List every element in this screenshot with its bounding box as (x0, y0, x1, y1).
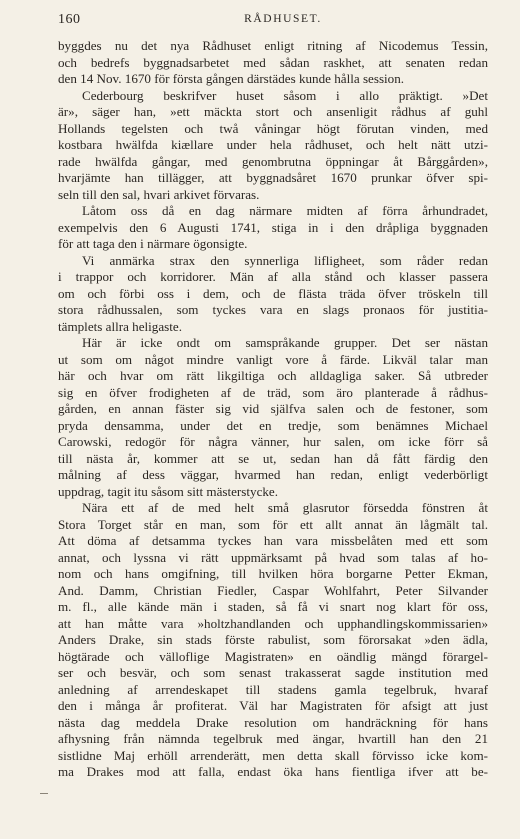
text-line: Stora Torget står en man, som för ett allt annat än lågmält tal. (58, 516, 488, 532)
text-line: målning af dess väggar, hvarmed han redan, enligt vederbörligt (58, 467, 488, 482)
text-line: uppdrag, tagit itu såsom sitt mästerstycke. (58, 483, 279, 499)
text-line: sistlidne Maj erhöll arrenderätt, men detta skall förvisso icke kom- (58, 747, 488, 763)
text-line: och bedrefs byggnadsarbetet med sådan raskhet, att senaten redan (58, 54, 488, 70)
text-line: Nära ett af de med helt små glasrutor försedda fönstren åt (82, 500, 488, 515)
text-line: tämplets allra heligaste. (58, 318, 182, 334)
margin-mark (40, 793, 48, 794)
text-line: pryda densamma, under det en tredje, som benämnes Michael (58, 417, 488, 433)
text-line: i trappor och korridorer. Män af alla stånd och klasser passera (58, 269, 488, 284)
text-line: byggdes nu det nya Rådhuset enligt ritning af Nicodemus Tessin, (58, 38, 488, 53)
text-line: m. fl., alle kände män i staden, så få vi snart nog klart för oss, (58, 599, 488, 614)
text-line: sig en öfver frodigheten af de träd, som äro planterade å rådhus- (58, 384, 488, 400)
running-title: RÅDHUSET. (244, 13, 322, 25)
body-text (58, 38, 488, 781)
text-line: And. Damm, Christian Fiedler, Caspar Wohlfahrt, Peter Silvander (58, 582, 488, 598)
text-line: rade hwälfda gångar, med genombrutna öppningar åt Bårggården», (58, 153, 488, 169)
text-line: kostbara hwälfda kiællare under hela rådhuset, och helt nätt utzi- (58, 137, 488, 152)
text-line: stora rådhussalen, som tyckes vara en slags pronaos för justitia- (58, 302, 488, 317)
text-line: Låtom oss då en dag närmare midten af förra århundradet, (82, 203, 488, 218)
text-line: Cederbourg beskrifver huset såsom i allo präktigt. »Det (82, 87, 488, 103)
text-line: Här är icke ondt om samspråkande grupper. Det ser nästan (82, 335, 488, 350)
text-line: annat, och lyssna vi rätt uppmärksamt på hvad som talas af ho- (58, 549, 488, 565)
text-line: den i många år profiterat. Väl har Magistraten för afsigt att just (58, 698, 488, 713)
page-header (58, 12, 488, 30)
text-line: anledning af arrendeskapet till stadens gamla tegelbruk, hvaraf (58, 681, 488, 697)
text-line: Hollands tegelsten och twå våningar högt förutan vinden, med (58, 120, 488, 136)
text-line: om och förbi oss i dem, och de flästa träda öfver tröskeln till (58, 285, 488, 301)
text-line: att han måtte vara »holtzhandlanden och upphandlingskommissarien» (58, 615, 488, 631)
text-line: seln till den sal, hvari arkivet förvaras. (58, 186, 260, 202)
text-line: nästa dag meddela Drake resolution om handräckning för hans (58, 714, 488, 730)
page-number: 160 (58, 12, 81, 27)
text-line: gården, en annan fäster sig vid själfva salen och de festoner, som (58, 401, 488, 416)
text-line: här och hvar om rätt likgiltiga och alldagliga saker. Så utbreder (58, 368, 488, 383)
text-line: till nästa år, kommer att se ut, sedan han då fått färdig den (58, 450, 488, 466)
text-line: den 14 Nov. 1670 för första gången därstädes kunde hålla session. (58, 71, 405, 86)
text-line: högtärade och välloflige Magistraten» en oändlig mängd förargel- (58, 648, 488, 664)
text-line: ser och besvär, och som senast trakasserat sagde institution med (58, 665, 488, 680)
text-line: ma Drakes mod att falla, endast öka hans fientliga ifver att be- (58, 764, 488, 779)
text-line: hvarjämte han tillägger, att byggnadsåret 1670 prunkar öfver spi- (58, 170, 488, 185)
text-line: nom och hans omgifning, till hvilken höra borgarne Petter Ekman, (58, 566, 488, 581)
text-line: Anders Drake, sin stads förste rabulist, som förorsakat »den ädla, (58, 632, 488, 647)
text-line: Carowski, redogör för några vänner, hur salen, om icke förr så (58, 434, 488, 449)
text-line: afhysning från nämnda tegelbruk med ängar, hvartill han den 21 (58, 731, 488, 746)
text-line: ut som om något mindre vanligt vore å färde. Likväl talar man (58, 351, 488, 367)
text-line: Att döma af detsamma tyckes han vara missbelåten med ett som (58, 533, 488, 548)
text-line: är», säger han, »ett mäckta stort och ansenligit rådhus af guhl (58, 104, 488, 119)
text-line: för att taga den i närmare ögonsigte. (58, 236, 248, 251)
text-line: exempelvis den 6 Augusti 1741, stiga in i den dråpliga byggnaden (58, 219, 488, 235)
text-line: Vi anmärka strax den synnerliga lifligheet, som råder redan (82, 252, 488, 268)
